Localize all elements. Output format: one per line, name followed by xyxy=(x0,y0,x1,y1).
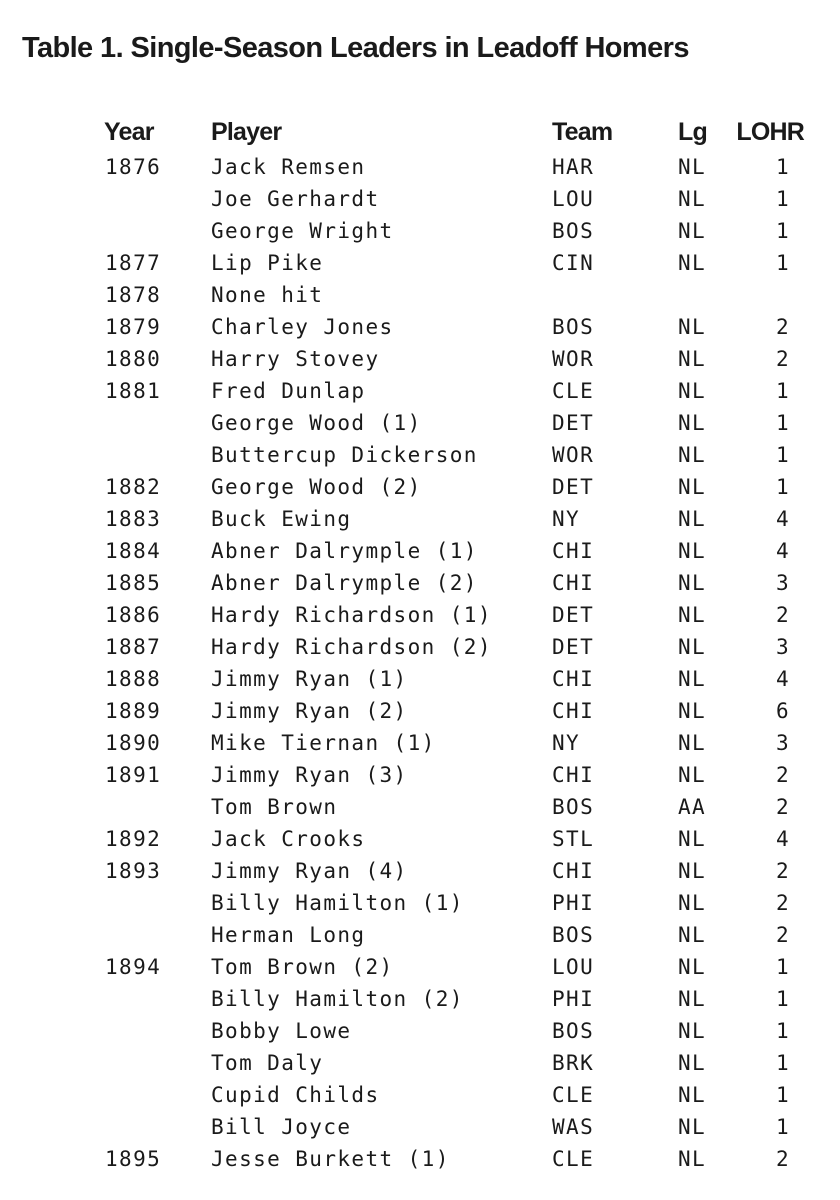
cell-league: NL xyxy=(678,347,707,371)
cell-player: Billy Hamilton (1) xyxy=(211,891,464,915)
cell-league: NL xyxy=(678,763,707,787)
cell-year: 1894 xyxy=(105,955,162,979)
cell-team: CHI xyxy=(552,699,595,723)
table-row xyxy=(0,948,840,980)
cell-lohr: 1 xyxy=(775,187,790,211)
table-row xyxy=(0,660,840,692)
table-header-row xyxy=(0,116,840,148)
cell-league: NL xyxy=(678,187,707,211)
cell-league: NL xyxy=(678,475,707,499)
page-title: Table 1. Single-Season Leaders in Leadoff Homers xyxy=(22,32,689,64)
column-header-team: Team xyxy=(552,118,613,146)
cell-lohr: 2 xyxy=(775,891,790,915)
cell-league: NL xyxy=(678,411,707,435)
cell-year: 1878 xyxy=(105,283,162,307)
cell-player: Billy Hamilton (2) xyxy=(211,987,464,1011)
cell-lohr: 3 xyxy=(775,635,790,659)
cell-lohr: 2 xyxy=(775,763,790,787)
cell-league: NL xyxy=(678,603,707,627)
cell-team: WOR xyxy=(552,443,595,467)
cell-team: CHI xyxy=(552,667,595,691)
cell-lohr: 4 xyxy=(775,827,790,851)
cell-year: 1877 xyxy=(105,251,162,275)
cell-lohr: 2 xyxy=(775,923,790,947)
cell-team: BOS xyxy=(552,315,595,339)
cell-league: NL xyxy=(678,1083,707,1107)
table-row xyxy=(0,468,840,500)
cell-league: NL xyxy=(678,891,707,915)
cell-league: NL xyxy=(678,827,707,851)
cell-player: Tom Brown xyxy=(211,795,338,819)
leaders-table xyxy=(0,116,840,1172)
cell-player: Jimmy Ryan (2) xyxy=(211,699,408,723)
cell-player: None hit xyxy=(211,283,324,307)
cell-year: 1893 xyxy=(105,859,162,883)
cell-lohr: 4 xyxy=(775,539,790,563)
table-row xyxy=(0,1012,840,1044)
cell-lohr: 2 xyxy=(775,347,790,371)
table-row xyxy=(0,852,840,884)
table-row xyxy=(0,148,840,180)
cell-league: NL xyxy=(678,443,707,467)
cell-lohr: 3 xyxy=(775,731,790,755)
cell-player: Herman Long xyxy=(211,923,366,947)
table-row xyxy=(0,628,840,660)
cell-team: DET xyxy=(552,411,595,435)
cell-lohr: 1 xyxy=(775,411,790,435)
cell-year: 1883 xyxy=(105,507,162,531)
cell-league: NL xyxy=(678,1019,707,1043)
cell-player: Abner Dalrymple (2) xyxy=(211,571,478,595)
cell-player: Jesse Burkett (1) xyxy=(211,1147,450,1171)
column-header-lohr: LOHR xyxy=(736,118,804,146)
cell-team: CIN xyxy=(552,251,595,275)
cell-team: CHI xyxy=(552,539,595,563)
column-header-year: Year xyxy=(104,118,154,146)
cell-team: BRK xyxy=(552,1051,595,1075)
cell-lohr: 1 xyxy=(775,379,790,403)
cell-team: STL xyxy=(552,827,595,851)
table-row xyxy=(0,788,840,820)
cell-lohr: 1 xyxy=(775,251,790,275)
cell-league: NL xyxy=(678,859,707,883)
cell-team: LOU xyxy=(552,955,595,979)
cell-lohr: 1 xyxy=(775,1115,790,1139)
cell-league: NL xyxy=(678,667,707,691)
cell-lohr: 4 xyxy=(775,667,790,691)
cell-lohr: 1 xyxy=(775,219,790,243)
cell-player: Joe Gerhardt xyxy=(211,187,380,211)
cell-league: NL xyxy=(678,1115,707,1139)
cell-league: NL xyxy=(678,1051,707,1075)
cell-lohr: 2 xyxy=(775,795,790,819)
cell-year: 1890 xyxy=(105,731,162,755)
cell-player: Bobby Lowe xyxy=(211,1019,352,1043)
cell-team: DET xyxy=(552,603,595,627)
cell-year: 1879 xyxy=(105,315,162,339)
cell-player: Hardy Richardson (1) xyxy=(211,603,492,627)
cell-lohr: 1 xyxy=(775,1019,790,1043)
cell-team: PHI xyxy=(552,891,595,915)
cell-team: PHI xyxy=(552,987,595,1011)
cell-lohr: 1 xyxy=(775,1051,790,1075)
cell-year: 1886 xyxy=(105,603,162,627)
cell-player: Hardy Richardson (2) xyxy=(211,635,492,659)
cell-player: Buttercup Dickerson xyxy=(211,443,478,467)
cell-league: NL xyxy=(678,507,707,531)
cell-player: Lip Pike xyxy=(211,251,324,275)
table-row xyxy=(0,340,840,372)
column-header-player: Player xyxy=(211,118,282,146)
table-row xyxy=(0,596,840,628)
cell-player: Abner Dalrymple (1) xyxy=(211,539,478,563)
cell-lohr: 2 xyxy=(775,1147,790,1171)
table-row xyxy=(0,500,840,532)
table-row xyxy=(0,884,840,916)
cell-player: Charley Jones xyxy=(211,315,394,339)
cell-lohr: 2 xyxy=(775,315,790,339)
cell-league: NL xyxy=(678,699,707,723)
table-row xyxy=(0,980,840,1012)
cell-year: 1885 xyxy=(105,571,162,595)
table-row xyxy=(0,532,840,564)
cell-year: 1889 xyxy=(105,699,162,723)
cell-lohr: 1 xyxy=(775,955,790,979)
cell-team: WAS xyxy=(552,1115,595,1139)
table-row xyxy=(0,820,840,852)
cell-player: Buck Ewing xyxy=(211,507,352,531)
cell-team: WOR xyxy=(552,347,595,371)
cell-league: NL xyxy=(678,731,707,755)
cell-league: NL xyxy=(678,155,707,179)
cell-lohr: 3 xyxy=(775,571,790,595)
cell-league: NL xyxy=(678,539,707,563)
cell-player: Jack Remsen xyxy=(211,155,366,179)
table-row xyxy=(0,564,840,596)
cell-year: 1891 xyxy=(105,763,162,787)
table-row xyxy=(0,1076,840,1108)
table-row xyxy=(0,180,840,212)
table-row xyxy=(0,372,840,404)
cell-league: NL xyxy=(678,251,707,275)
cell-team: CHI xyxy=(552,763,595,787)
cell-lohr: 1 xyxy=(775,155,790,179)
cell-lohr: 1 xyxy=(775,443,790,467)
table-row xyxy=(0,916,840,948)
cell-player: Jimmy Ryan (3) xyxy=(211,763,408,787)
cell-lohr: 1 xyxy=(775,987,790,1011)
cell-player: Jack Crooks xyxy=(211,827,366,851)
cell-year: 1892 xyxy=(105,827,162,851)
cell-player: Jimmy Ryan (1) xyxy=(211,667,408,691)
table-row xyxy=(0,1108,840,1140)
cell-year: 1887 xyxy=(105,635,162,659)
table-row xyxy=(0,404,840,436)
column-header-league: Lg xyxy=(678,118,707,146)
cell-player: Fred Dunlap xyxy=(211,379,366,403)
table-row xyxy=(0,1140,840,1172)
table-row xyxy=(0,724,840,756)
table-row xyxy=(0,1044,840,1076)
cell-team: CLE xyxy=(552,379,595,403)
cell-player: Cupid Childs xyxy=(211,1083,380,1107)
table-row xyxy=(0,212,840,244)
cell-team: CHI xyxy=(552,859,595,883)
cell-lohr: 6 xyxy=(775,699,790,723)
table-row xyxy=(0,692,840,724)
cell-team: LOU xyxy=(552,187,595,211)
cell-league: NL xyxy=(678,315,707,339)
cell-year: 1895 xyxy=(105,1147,162,1171)
cell-year: 1882 xyxy=(105,475,162,499)
cell-player: Tom Daly xyxy=(211,1051,324,1075)
cell-team: DET xyxy=(552,635,595,659)
cell-year: 1881 xyxy=(105,379,162,403)
cell-league: NL xyxy=(678,379,707,403)
cell-team: BOS xyxy=(552,923,595,947)
cell-player: Harry Stovey xyxy=(211,347,380,371)
cell-year: 1876 xyxy=(105,155,162,179)
cell-league: NL xyxy=(678,923,707,947)
cell-lohr: 2 xyxy=(775,603,790,627)
cell-team: DET xyxy=(552,475,595,499)
cell-year: 1888 xyxy=(105,667,162,691)
cell-league: NL xyxy=(678,1147,707,1171)
cell-team: NY xyxy=(552,731,581,755)
table-row xyxy=(0,308,840,340)
cell-lohr: 4 xyxy=(775,507,790,531)
cell-player: Mike Tiernan (1) xyxy=(211,731,436,755)
table-row xyxy=(0,276,840,308)
cell-team: NY xyxy=(552,507,581,531)
table-row xyxy=(0,244,840,276)
cell-player: George Wood (1) xyxy=(211,411,422,435)
cell-player: Jimmy Ryan (4) xyxy=(211,859,408,883)
cell-player: George Wood (2) xyxy=(211,475,422,499)
cell-lohr: 2 xyxy=(775,859,790,883)
cell-lohr: 1 xyxy=(775,475,790,499)
cell-league: NL xyxy=(678,635,707,659)
cell-league: NL xyxy=(678,219,707,243)
cell-team: CLE xyxy=(552,1147,595,1171)
cell-league: NL xyxy=(678,987,707,1011)
cell-player: Tom Brown (2) xyxy=(211,955,394,979)
cell-team: BOS xyxy=(552,219,595,243)
cell-league: NL xyxy=(678,571,707,595)
table-row xyxy=(0,756,840,788)
cell-team: CLE xyxy=(552,1083,595,1107)
cell-year: 1880 xyxy=(105,347,162,371)
cell-player: George Wright xyxy=(211,219,394,243)
cell-lohr: 1 xyxy=(775,1083,790,1107)
cell-team: CHI xyxy=(552,571,595,595)
cell-team: BOS xyxy=(552,795,595,819)
cell-year: 1884 xyxy=(105,539,162,563)
cell-league: AA xyxy=(678,795,707,819)
table-row xyxy=(0,436,840,468)
cell-team: HAR xyxy=(552,155,595,179)
cell-player: Bill Joyce xyxy=(211,1115,352,1139)
cell-team: BOS xyxy=(552,1019,595,1043)
cell-league: NL xyxy=(678,955,707,979)
